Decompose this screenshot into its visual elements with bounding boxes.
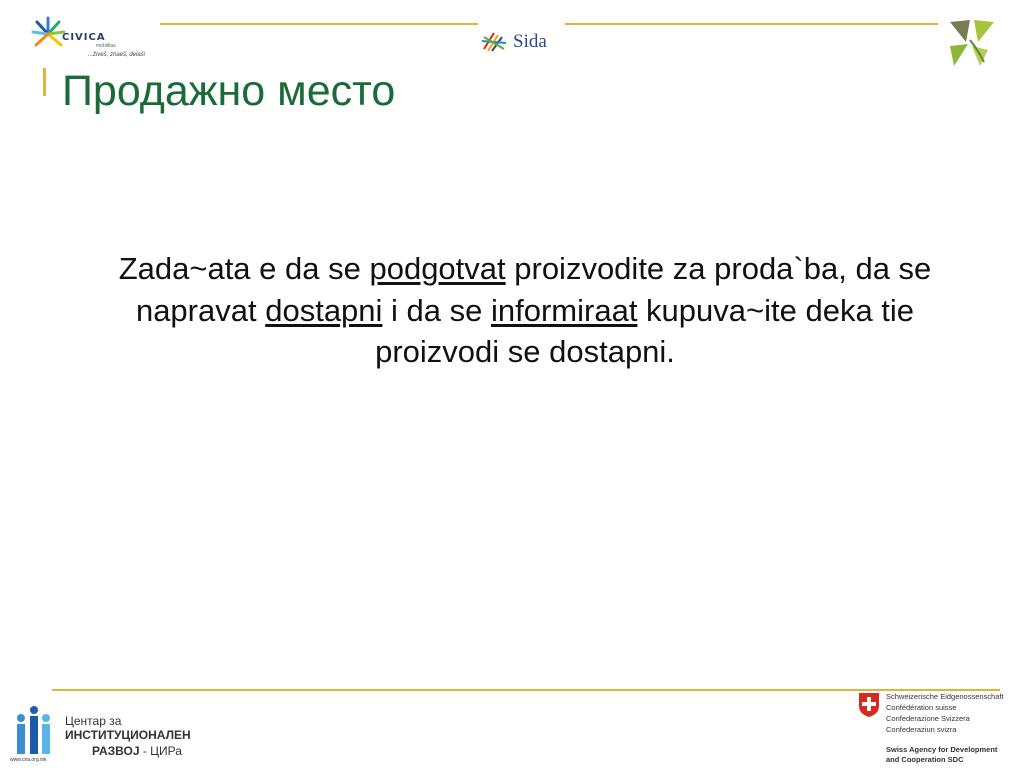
sdc-agency-2: and Cooperation SDC	[886, 755, 964, 764]
body-underlined-3: informiraat	[491, 292, 638, 328]
sida-emblem-icon	[480, 29, 510, 53]
cira-logo	[10, 700, 210, 766]
civica-logo	[28, 14, 158, 64]
body-text-1: Zada~ata e da se	[118, 251, 370, 286]
slide-body	[100, 248, 950, 373]
civica-wordmark: CIVICA	[62, 32, 106, 43]
sdc-line-4: Confederaziun svizra	[886, 725, 957, 734]
cira-line-1: Центар за	[65, 714, 122, 728]
header-line-left	[160, 23, 478, 25]
slide-title: Продажно место	[62, 67, 396, 115]
swiss-shield-icon	[858, 692, 880, 718]
cira-line-2: ИНСТИТУЦИОНАЛЕН	[65, 728, 191, 742]
title-accent-bar	[43, 68, 46, 96]
sida-logo	[480, 29, 560, 55]
cira-url: www.cira.org.mk	[10, 757, 47, 763]
header-line-right	[565, 23, 938, 25]
sdc-logo	[856, 690, 1016, 766]
leaf-logo-icon	[948, 16, 996, 70]
cira-people-icon	[12, 702, 56, 758]
civica-tagline: ...živeš, znaeš, delaš!	[88, 52, 146, 58]
body-underlined-1: podgotvat	[369, 251, 506, 286]
sdc-line-1: Schweizerische Eidgenossenschaft	[886, 692, 1004, 701]
body-text-2: proizvodite za proda`ba, da se napravat	[135, 251, 932, 328]
sdc-line-2: Confédération suisse	[886, 703, 957, 712]
civica-subtitle: mobilitas	[96, 43, 116, 49]
sdc-agency-1: Swiss Agency for Development	[886, 745, 998, 754]
cira-line-3-rest: - ЦИРа	[139, 744, 182, 758]
cira-line-3-bold: РАЗВОЈ	[92, 744, 140, 758]
body-underlined-2: dostapni	[265, 292, 383, 328]
body-text-4: kupuva~ite deka tie proizvodi se dostapni.	[375, 292, 915, 370]
body-text-3: i da se	[382, 292, 491, 328]
sida-wordmark: Sida	[513, 31, 547, 52]
sdc-line-3: Confederazione Svizzera	[886, 714, 970, 723]
